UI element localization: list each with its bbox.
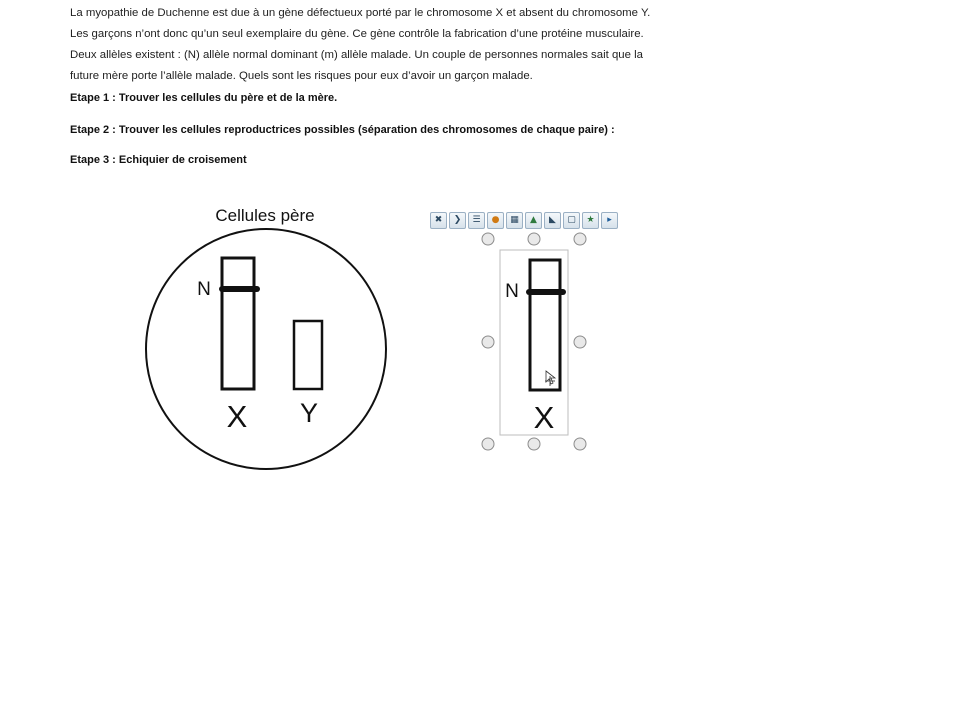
father-cell-circle[interactable] [146, 229, 386, 469]
chromosome-y-label: Y [299, 398, 319, 428]
more-icon[interactable]: ▸ [601, 212, 618, 229]
paragraph-line-2: Les garçons n’ont donc qu’un seul exemplaire du gène. Ce gène contrôle la fabrication d’une protéine musculaire. [70, 28, 644, 40]
resize-handle-top[interactable] [528, 233, 540, 245]
group-icon[interactable]: ▦ [506, 212, 523, 229]
paragraph-line-4: future mère porte l’allèle malade. Quels sont les risques pour eux d’avoir un garçon malade. [70, 70, 533, 82]
crop-icon[interactable]: ▢ [563, 212, 580, 229]
step-2-heading: Etape 2 : Trouver les cellules reproductrices possibles (séparation des chromosomes de chaque paire) : [70, 124, 615, 136]
move-cursor-icon [545, 371, 555, 386]
send-backward-icon[interactable]: ◣ [544, 212, 561, 229]
chromosome-y[interactable] [294, 321, 322, 389]
step-1-heading: Etape 1 : Trouver les cellules du père et de la mère. [70, 92, 338, 104]
close-icon[interactable]: ✖ [430, 212, 447, 229]
resize-handle-bottom-right[interactable] [574, 438, 586, 450]
copied-allele-label-n: N [505, 281, 519, 302]
copied-chromosome-x[interactable] [530, 260, 560, 390]
copied-chromosome-x-label: X [533, 400, 555, 435]
chromosome-x-label: X [226, 399, 248, 434]
fill-color-icon[interactable]: ● [487, 212, 504, 229]
effects-icon[interactable]: ★ [582, 212, 599, 229]
chromosome-x[interactable] [222, 258, 254, 389]
resize-handle-left[interactable] [482, 336, 494, 348]
allele-label-n: N [197, 279, 211, 300]
resize-handle-right[interactable] [574, 336, 586, 348]
resize-handle-bottom-left[interactable] [482, 438, 494, 450]
wrap-icon[interactable]: ❯ [449, 212, 466, 229]
resize-handle-bottom[interactable] [528, 438, 540, 450]
paragraph-line-3: Deux allèles existent : (N) allèle normal dominant (m) allèle malade. Un couple de personnes normales sait que la [70, 49, 643, 61]
resize-handle-top-left[interactable] [482, 233, 494, 245]
drawing-mini-toolbar [430, 212, 618, 229]
position-icon[interactable]: ☰ [468, 212, 485, 229]
resize-handle-top-right[interactable] [574, 233, 586, 245]
paragraph-line-1: La myopathie de Duchenne est due à un gène défectueux porté par le chromosome X et absent du chromosome Y. [70, 7, 651, 19]
bring-forward-icon[interactable]: ▲ [525, 212, 542, 229]
step-3-heading: Etape 3 : Echiquier de croisement [70, 154, 247, 166]
cell-title: Cellules père [215, 206, 315, 225]
